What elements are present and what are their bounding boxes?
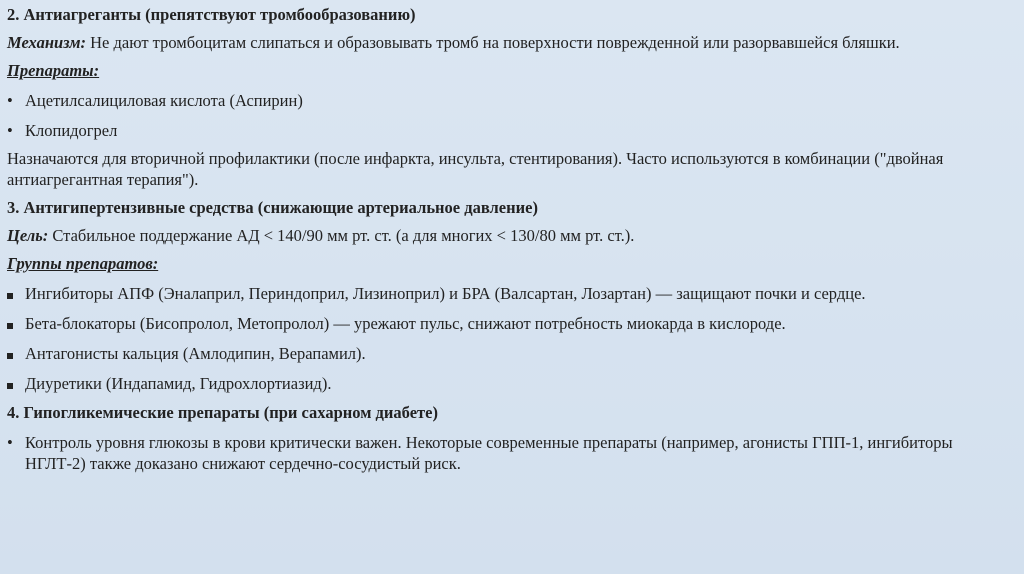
- list-item: [7, 313, 1014, 334]
- groups-label: Группы препаратов:: [7, 254, 159, 273]
- section-3-heading: 3. Антигипертензивные средства (снижающие артериальное давление): [7, 198, 538, 217]
- mechanism-text: Не дают тромбоцитам слипаться и образовывать тромб на поверхности поврежденной или разорвавшейся бляшки.: [86, 33, 900, 52]
- list-item: [7, 90, 1014, 111]
- section-4-item-text: Контроль уровня глюкозы в крови критически важен. Некоторые современные препараты (например, агонисты ГПП-1, ингибиторы НГЛТ-2) также доказано снижают сердечно-сосудистый риск.: [25, 433, 953, 473]
- section-4-heading: 4. Гипогликемические препараты (при сахарном диабете): [7, 403, 438, 422]
- group-item-text: Антагонисты кальция (Амлодипин, Верапамил).: [25, 344, 366, 363]
- section-4-list: [7, 432, 1014, 474]
- drugs-label: Препараты:: [7, 61, 100, 80]
- goal-text: Стабильное поддержание АД < 140/90 мм рт. ст. (а для многих < 130/80 мм рт. ст.).: [48, 226, 635, 245]
- bullet-marker: •: [7, 121, 13, 140]
- prophylaxis-note: Назначаются для вторичной профилактики (после инфаркта, инсульта, стентирования). Часто используются в комбинации ("двойная антиагрегантная терапия").: [7, 149, 944, 189]
- square-bullet-icon: [7, 283, 21, 304]
- group-item-text: Диуретики (Индапамид, Гидрохлортиазид).: [25, 374, 332, 393]
- drug-item-text: Клопидогрел: [25, 121, 118, 140]
- square-bullet-icon: [7, 373, 21, 394]
- goal-label: Цель:: [7, 226, 49, 245]
- list-item: [7, 373, 1014, 394]
- drugs-list: [7, 90, 1014, 141]
- goal-paragraph: [7, 225, 1014, 246]
- drug-item-text: Ацетилсалициловая кислота (Аспирин): [25, 91, 303, 110]
- list-item: [7, 343, 1014, 364]
- group-item-text: Ингибиторы АПФ (Эналаприл, Периндоприл, Лизиноприл) и БРА (Валсартан, Лозартан) — защищают почки и сердце.: [25, 284, 866, 303]
- group-item-text: Бета-блокаторы (Бисопролол, Метопролол) — урежают пульс, снижают потребность миокарда в кислороде.: [25, 314, 786, 333]
- mechanism-label: Механизм:: [7, 33, 86, 52]
- list-item: [7, 283, 1014, 304]
- section-2-heading: 2. Антиагреганты (препятствуют тромбообразованию): [7, 5, 416, 24]
- list-item: [7, 432, 1014, 474]
- drugs-label-line: [7, 60, 1014, 81]
- groups-list: [7, 283, 1014, 394]
- list-item: [7, 120, 1014, 141]
- mechanism-paragraph: [7, 32, 1014, 53]
- bullet-marker: •: [7, 91, 13, 110]
- groups-label-line: [7, 253, 1014, 274]
- bullet-marker: •: [7, 433, 13, 452]
- square-bullet-icon: [7, 313, 21, 334]
- square-bullet-icon: [7, 343, 21, 364]
